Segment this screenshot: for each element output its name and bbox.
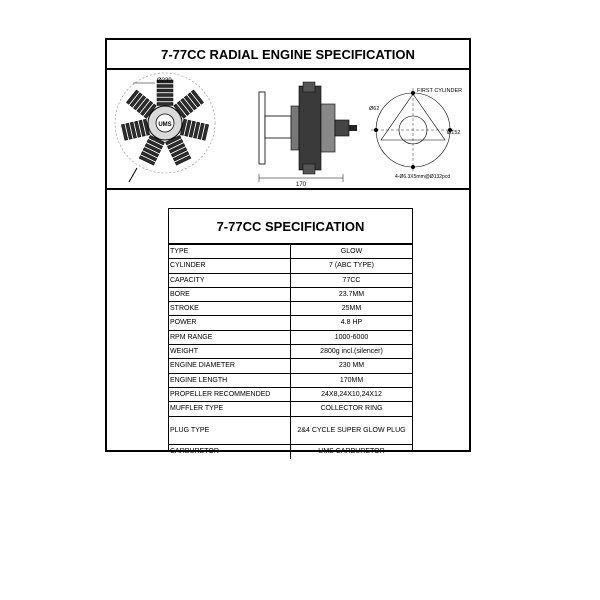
drawings-divider	[107, 188, 469, 190]
ums-logo: UMS	[158, 122, 172, 128]
spec-key: PROPELLER RECOMMENDED	[169, 388, 291, 401]
spec-row	[169, 316, 412, 330]
spec-key: POWER	[169, 316, 291, 329]
spec-key: TYPE	[169, 245, 291, 258]
cylinder-fins	[121, 119, 149, 140]
spec-row	[169, 331, 412, 345]
spec-key: MUFFLER TYPE	[169, 402, 291, 415]
spec-value: 77CC	[342, 276, 361, 284]
spec-row	[169, 345, 412, 359]
side-length-dim: 170	[295, 182, 307, 188]
spec-value: 1000-6000	[334, 333, 369, 341]
spec-row	[169, 374, 412, 388]
spec-key: CARBURETOR	[169, 445, 291, 459]
spec-row	[169, 388, 412, 402]
spec-key: WEIGHT	[169, 345, 291, 358]
spec-value: 230 MM	[338, 362, 365, 370]
spec-table-title: 7-77CC SPECIFICATION	[169, 209, 412, 245]
spec-row	[169, 417, 412, 445]
engine-drawings	[107, 70, 469, 188]
spec-row	[169, 302, 412, 316]
first-cylinder-label: FIRST CYLINDER	[417, 88, 463, 94]
spec-value: UMS CARBURETOR	[318, 447, 385, 455]
spec-row	[169, 245, 412, 259]
spec-key: CYLINDER	[169, 259, 291, 272]
spec-value: COLLECTOR RING	[320, 405, 383, 413]
mount-holes-dim: 4-Ø6.3X5mm@Ø132pcd	[395, 174, 451, 180]
spec-key: STROKE	[169, 302, 291, 315]
spec-value: 7 (ABC TYPE)	[329, 262, 374, 270]
spec-value: 2&4 CYCLE SUPER GLOW PLUG	[297, 426, 406, 434]
spec-row	[169, 288, 412, 302]
spec-value: 4.8 HP	[340, 319, 363, 327]
front-view-drawing	[115, 73, 215, 182]
spec-value: GLOW	[340, 248, 363, 255]
spec-key: PLUG TYPE	[169, 417, 291, 444]
spec-value: 2800g incl.(silencer)	[320, 348, 383, 356]
spec-row	[169, 445, 412, 459]
spec-row	[169, 402, 412, 416]
spec-key: ENGINE LENGTH	[169, 374, 291, 387]
spec-key: RPM RANGE	[169, 331, 291, 344]
spec-sheet	[105, 38, 471, 455]
spec-row	[169, 274, 412, 288]
spec-table	[168, 208, 413, 455]
sheet-title: 7-77CC RADIAL ENGINE SPECIFICATION	[107, 40, 469, 70]
spec-key: CAPACITY	[169, 274, 291, 287]
cylinder-fins	[180, 119, 208, 140]
spec-value: 24X8,24X10,24X12	[321, 390, 382, 398]
spec-value: 170MM	[339, 376, 364, 384]
front-diameter-dim: Ø230	[157, 78, 172, 84]
mount-outer-dim: Ø152	[447, 130, 461, 136]
spec-key: ENGINE DIAMETER	[169, 359, 291, 372]
spec-row	[169, 259, 412, 273]
spec-value: 25MM	[341, 305, 362, 313]
side-view-drawing	[259, 82, 357, 188]
spec-rows	[169, 245, 412, 459]
spec-value: 23.7MM	[338, 290, 365, 298]
mount-view-drawing	[369, 88, 462, 180]
mount-inner-dim: Ø62	[369, 106, 380, 112]
spec-key: BORE	[169, 288, 291, 301]
spec-row	[169, 359, 412, 373]
